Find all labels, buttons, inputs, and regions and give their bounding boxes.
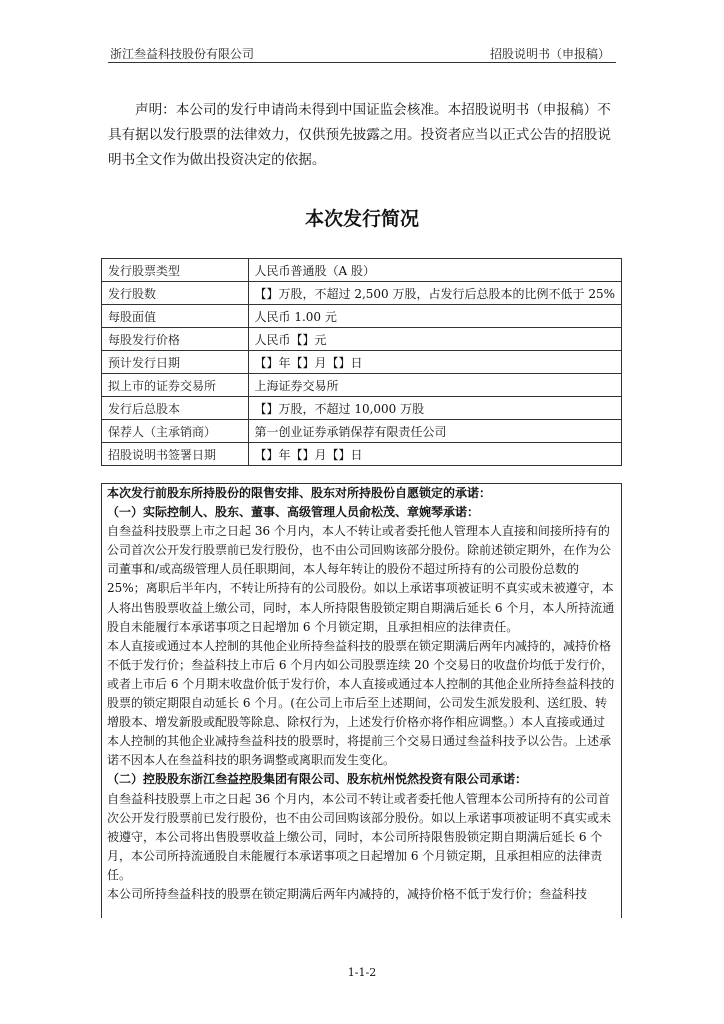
row-label: 保荐人（主承销商） [102,420,249,443]
row-value: 【】万股，不超过 10,000 万股 [248,397,621,420]
section1-title: （一）实际控制人、股东、董事、高级管理人员俞松茂、章婉琴承诺： [107,505,480,520]
section1-paragraph-2: 本人直接或通过本人控制的其他企业所持叁益科技的股票在锁定期满后两年内减持的，减持价格不低于发行价；叁益科技上市后 6 个月内如公司股票连续 20 个交易日的收盘价均低于发行价，或者上市后 6 个月期末收盘价低于发行价，本人直接或通过本人控制的其他企业所持叁益科技的股票的锁定期限自动延长 6 个月。(在公司上市后至上述期间，公司发生派发股利、送红股、转增股本、增发新股或配股等除息、除权行为，上述发行价格亦将作相应调整。）本人直接或通过本人控制的其他企业减持叁益科技的股票时，将提前三个交易日通过叁益科技予以公告。上述承诺不因本人在叁益科技的职务调整或离职而发生变化。 [107,638,615,768]
lockup-commitments [101,483,622,918]
section1-paragraph-1: 自叁益科技股票上市之日起 36 个月内，本人不转让或者委托他人管理本人直接和间接所持有的公司首次公开发行股票前已发行股份，也不由公司回购该部分股份。除前述锁定期外，在作为公司董事和/或高级管理人员任职期间，本人每年转让的股份不超过所持有的公司股份总数的 25%；离职后半年内，不转让所持有的公司股份。如以上承诺事项被证明不真实或未被遵守，本人将出售股票收益上缴公司，同时，本人所持限售股锁定期自期满后延长 6 个月，本人所持流通股自未能履行本承诺事项之日起增加 6 个月锁定期，且承担相应的法律责任。 [107,524,615,634]
table-row [102,282,622,305]
table-row [102,374,622,397]
row-label: 发行股票类型 [102,259,249,282]
row-value: 人民币普通股（A 股） [248,259,621,282]
table-row [102,420,622,443]
table-row [102,328,622,351]
page-title: 本次发行简况 [304,208,419,230]
offering-summary-table [101,258,622,466]
page-number: 1-1-2 [347,966,377,979]
section2-paragraph-1: 自叁益科技股票上市之日起 36 个月内，本公司不转让或者委托他人管理本公司所持有的公司首次公开发行股票前已发行股份，也不由公司回购该部分股份。如以上承诺事项被证明不真实或未被遵守，本公司将出售股票收益上缴公司，同时，本公司所持限售股锁定期自期满后延长 6 个月，本公司所持流通股自未能履行本承诺事项之日起增加 6 个月锁定期，且承担相应的法律责任。 [107,791,612,882]
row-label: 发行股数 [102,282,249,305]
row-value: 【】年【】月【】日 [248,351,621,374]
header-company: 浙江叁益科技股份有限公司 [110,47,255,61]
disclaimer-notice [108,98,616,173]
row-label: 预计发行日期 [102,351,249,374]
row-value: 人民币【】元 [248,328,621,351]
row-label: 拟上市的证券交易所 [102,374,249,397]
row-label: 每股面值 [102,305,249,328]
table-row [102,259,622,282]
row-label: 每股发行价格 [102,328,249,351]
row-label: 招股说明书签署日期 [102,443,249,466]
commitments-heading: 本次发行前股东所持股份的限售安排、股东对所持股份自愿锁定的承诺： [107,486,492,500]
disclaimer-text: 声明：本公司的发行申请尚未得到中国证监会核准。本招股说明书（申报稿）不具有据以发行股票的法律效力，仅供预先披露之用。投资者应当以正式公告的招股说明书全文作为做出投资决定的依据。 [108,102,611,168]
table-row [102,305,622,328]
table-row [102,443,622,466]
row-value: 人民币 1.00 元 [248,305,621,328]
row-value: 【】万股，不超过 2,500 万股，占发行后总股本的比例不低于 25% [248,282,621,305]
row-value: 第一创业证券承销保荐有限责任公司 [248,420,621,443]
page-header [108,42,616,63]
table-row [102,351,622,374]
section2-title: （二）控股股东浙江叁益控股集团有限公司、股东杭州悦然投资有限公司承诺： [107,772,528,787]
row-label: 发行后总股本 [102,397,249,420]
row-value: 上海证券交易所 [248,374,621,397]
table-row [102,397,622,420]
row-value: 【】年【】月【】日 [248,443,621,466]
header-doc-title: 招股说明书（申报稿） [489,47,610,61]
section2-paragraph-2: 本公司所持叁益科技的股票在锁定期满后两年内减持的，减持价格不低于发行价；叁益科技 [107,886,588,901]
